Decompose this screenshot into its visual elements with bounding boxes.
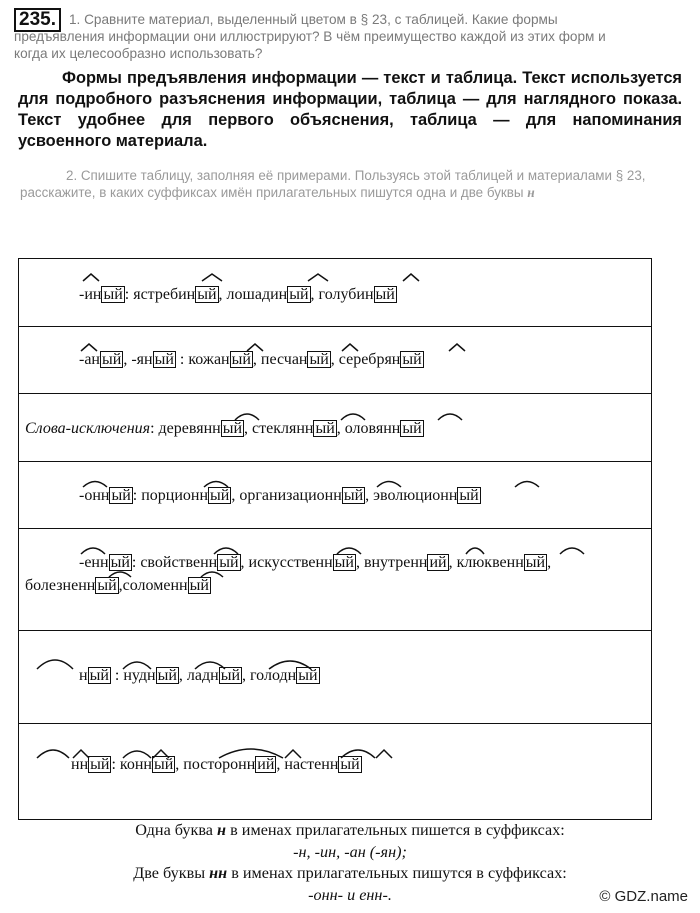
ending-box: ый — [111, 487, 131, 504]
table-row: -ин ый : ястребин ый , лошадин ый , голубин ый — [79, 286, 395, 303]
example-word: деревянн ый , — [158, 420, 249, 437]
watermark: © GDZ.name — [599, 888, 688, 905]
example-word: клюквенн ый , — [456, 554, 552, 571]
example-word: ладн ый , — [186, 667, 247, 684]
task-number: 235. — [14, 8, 61, 32]
suffix-arc — [308, 274, 328, 281]
example-word: стеклянн ый , — [252, 420, 341, 437]
suffix-arc — [466, 548, 484, 554]
suffix-arc — [515, 482, 539, 488]
example-word: болезненн ый , — [25, 577, 123, 594]
suffix-arc — [123, 751, 151, 758]
suffix-label: -енн — [79, 554, 109, 571]
suffix-label: -ан — [79, 351, 100, 368]
ending-box: ый — [298, 667, 318, 684]
ending-box: ый — [89, 667, 109, 684]
example-word: серебрян ый — [338, 351, 422, 368]
ending-box: ый — [210, 487, 230, 504]
suffix-arc — [195, 662, 225, 669]
suffix-label: -ин — [79, 286, 102, 303]
example-word: организационн ый , — [239, 487, 370, 504]
question-2 — [20, 167, 690, 201]
ending-box: ый — [197, 286, 217, 303]
ending-box: ый — [343, 487, 364, 504]
question-2-letter: н — [527, 185, 535, 200]
example-word: настенн ый — [284, 756, 360, 773]
suffix-arc — [337, 548, 361, 554]
answer-paragraph: Формы предъявления информации — текст и таблица. Текст используется для подробного разъяснения информации, таблица — для наглядного показа. Текст удобнее для первого объяснения, таблица — для напоминания усвоенного материала. — [18, 69, 682, 150]
suffix-arc — [83, 274, 99, 281]
table-row: нн ый : конн ый , посторонн ий , настенн ый — [71, 756, 360, 773]
summary-line-4: -онн- и енн-. — [308, 886, 392, 904]
example-word: свойственн ый , — [140, 554, 245, 571]
example-word: искусственн ый , — [248, 554, 360, 571]
ending-box: ый — [102, 351, 122, 368]
suffix-arc — [560, 548, 584, 554]
question-1-line-3: когда их целесообразно использовать? — [14, 46, 263, 61]
suffix-arc — [109, 572, 131, 577]
ending-box: ый — [219, 554, 239, 571]
question-1-line-1: 1. Сравните материал, выделенный цветом в § 23, с таблицей. Какие формы — [69, 12, 558, 27]
ending-box: ый — [402, 351, 422, 368]
suffix-arc — [269, 661, 311, 669]
suffix-arc — [83, 482, 107, 488]
suffix-arcs — [19, 329, 651, 369]
table-row: Слова-исключения: деревянн ый , стеклянн ый , оловянн ый — [25, 420, 422, 437]
ending-box: ый — [340, 756, 360, 773]
example-word: конн ый , — [119, 756, 180, 773]
example-word: голубин ый — [318, 286, 395, 303]
ending-box: ый — [189, 577, 209, 594]
suffix-arcs — [19, 259, 651, 319]
example-word: внутренн ий , — [363, 554, 453, 571]
example-word: порционн ый , — [141, 487, 236, 504]
example-word: лошадин ый , — [226, 286, 315, 303]
ending-box: ый — [309, 351, 329, 368]
summary-line-2: -н, -ин, -ан (-ян); — [293, 843, 407, 861]
suffix-arc — [341, 414, 365, 420]
ending-box: ый — [525, 554, 546, 571]
question-2-text: 2. Спишите таблицу, заполняя её примерами. Пользуясь этой таблицей и материалами § 23, расскажите, в каких суффиксах имён прилагательных пишутся одна и две буквы — [20, 168, 646, 200]
ending-box: ый — [315, 420, 335, 437]
example-word: посторонн ий , — [183, 756, 281, 773]
table-row: -ан ый , -ян ый : кожан ый , песчан ый , серебрян ый — [79, 351, 422, 368]
example-word: кожан ый , — [188, 351, 257, 368]
question-1-line-2: предъявления информации они иллюстрируют? В чём преимущество каждой из этих форм и — [14, 29, 606, 44]
ending-box: ий — [257, 756, 275, 773]
ending-box: ий — [429, 554, 447, 571]
table-row: -онн ый : порционн ый , организационн ый , эволюционн ый — [79, 487, 479, 504]
exceptions-label: Слова-исключения — [25, 420, 151, 437]
suffix-arc — [81, 344, 97, 351]
suffix-label: нн — [71, 756, 89, 773]
suffix-arcs — [19, 398, 651, 438]
ending-box: ый — [154, 351, 174, 368]
example-word: ястребин ый , — [133, 286, 223, 303]
suffix-arc — [201, 572, 223, 577]
suffix-arc — [202, 274, 222, 281]
ending-box: ый — [157, 667, 177, 684]
ending-box: ый — [103, 286, 123, 303]
suffix-arc — [376, 750, 392, 758]
suffix-arc — [403, 274, 419, 281]
example-word: оловянн ый — [344, 420, 422, 437]
suffix-arc — [342, 344, 358, 351]
table-divider — [19, 630, 651, 631]
ending-box: ый — [110, 554, 130, 571]
ending-box: ый — [231, 351, 251, 368]
suffix-arc — [219, 749, 283, 758]
ending-box: ый — [222, 420, 243, 437]
suffix-arc — [235, 414, 259, 420]
suffix-label: н — [79, 667, 88, 684]
suffix-arc — [81, 548, 105, 554]
suffix-arc — [285, 750, 301, 758]
ending-box: ый — [153, 756, 174, 773]
suffix-arc — [214, 548, 238, 554]
suffix-arc — [123, 662, 151, 669]
suffix-arc — [73, 750, 89, 758]
ending-box: ый — [289, 286, 309, 303]
suffix-arc — [153, 750, 169, 758]
ending-box: ый — [459, 487, 479, 504]
example-word: соломенн ый — [122, 577, 209, 594]
example-word: голодн ый — [250, 667, 318, 684]
suffix-arc — [341, 750, 375, 758]
table-divider — [19, 528, 651, 529]
suffix-arc — [37, 660, 73, 669]
suffix-table — [18, 258, 652, 820]
suffix-arcs — [19, 734, 651, 774]
ending-box: ый — [334, 554, 354, 571]
ending-box: ый — [375, 286, 395, 303]
ending-box: ый — [220, 667, 241, 684]
ending-box: ый — [402, 420, 422, 437]
suffix-label: -онн — [79, 487, 110, 504]
example-word: песчан ый , — [260, 351, 335, 368]
suffix-arc — [449, 344, 465, 351]
table-row: -енн ый : свойственн ый , искусственн ый , внутренн ий , клюквенн ый , — [79, 554, 552, 571]
suffix-arc — [438, 414, 462, 420]
table-divider — [19, 461, 651, 462]
summary-line-3: Две буквы нн в именах прилагательных пишутся в суффиксах: — [133, 864, 567, 882]
ending-box: ый — [97, 577, 117, 594]
example-word: эволюционн ый — [373, 487, 479, 504]
suffix-arcs — [19, 465, 651, 505]
table-divider — [19, 326, 651, 327]
table-row: н ый : нудн ый , ладн ый , голодн ый — [79, 667, 318, 684]
ending-box: ый — [90, 756, 110, 773]
example-word: нудн ый , — [123, 667, 183, 684]
suffix-arcs — [19, 645, 651, 685]
suffix-arc — [204, 482, 228, 488]
suffix-arc — [247, 344, 263, 351]
table-divider — [19, 723, 651, 724]
summary-line-1: Одна буква н в именах прилагательных пишется в суффиксах: — [135, 821, 565, 839]
suffix-arc — [377, 482, 401, 488]
table-divider — [19, 393, 651, 394]
suffix-arcs — [19, 532, 651, 602]
suffix-arc — [37, 750, 69, 758]
